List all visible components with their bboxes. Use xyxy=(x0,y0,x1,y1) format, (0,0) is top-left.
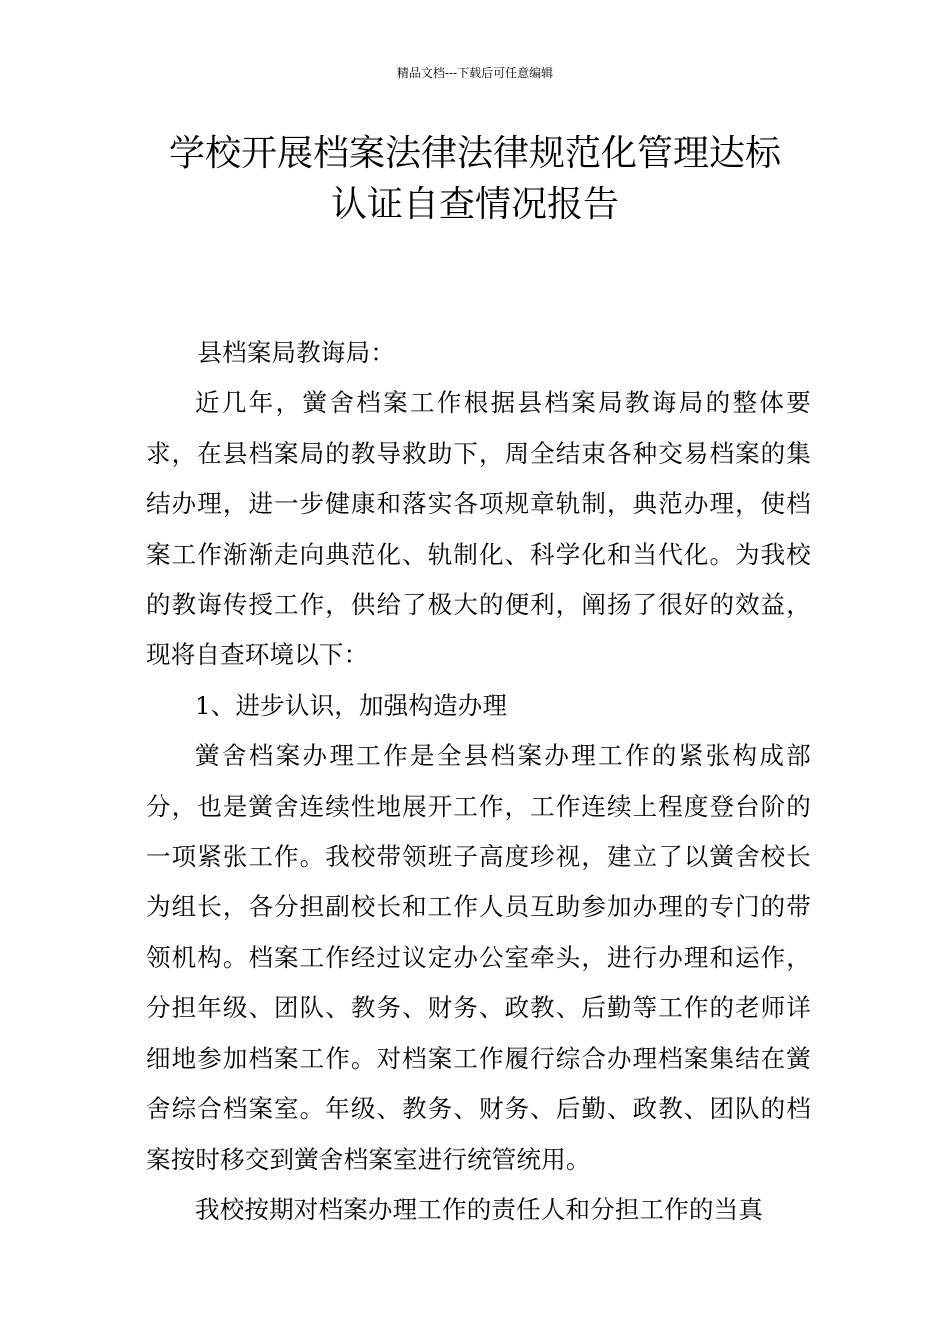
salutation: 县档案局教诲局： xyxy=(197,338,396,367)
paragraph-partial: 我校按期对档案办理工作的责任人和分担工作的当真 xyxy=(195,1194,764,1224)
paragraph-intro: 近几年，黉舍档案工作根据县档案局教诲局的整体要求，在县档案局的教导救助下，周全结束各种交易档案的集结办理，进一步健康和落实各项规章轨制，典范办理，使档案工作渐渐走向典范化、轨制化、科学化和当代化。为我校的教诲传授工作，供给了极大的便利，阐扬了很好的效益，现将自查环境以下： xyxy=(146,388,811,670)
section-heading-1: 1、进步认识，加强构造办理 xyxy=(195,690,508,720)
title-line-2: 认证自查情况报告 xyxy=(330,184,619,225)
paragraph-organization: 黉舍档案办理工作是全县档案办理工作的紧张构成部分，也是黉舍连续性地展开工作，工作连续上程度登台阶的一项紧张工作。我校带领班子高度珍视，建立了以黉舍校长为组长，各分担副校长和工作人员互助参加办理的专门的带领机构。档案工作经过议定办公室牵头，进行办理和运作，分担年级、团队、教务、财务、政教、后勤等工作的老师详细地参加档案工作。对档案工作履行综合办理档案集结在黉舍综合档案室。年级、教务、财务、后勤、政教、团队的档案按时移交到黉舍档案室进行统管统用。 xyxy=(146,741,811,1174)
title-line-1: 学校开展档案法律法律规范化管理达标 xyxy=(168,133,781,174)
document-body xyxy=(146,328,811,1235)
header-note: 精品文档---下载后可任意编辑 xyxy=(396,66,554,80)
document-title xyxy=(120,128,830,230)
